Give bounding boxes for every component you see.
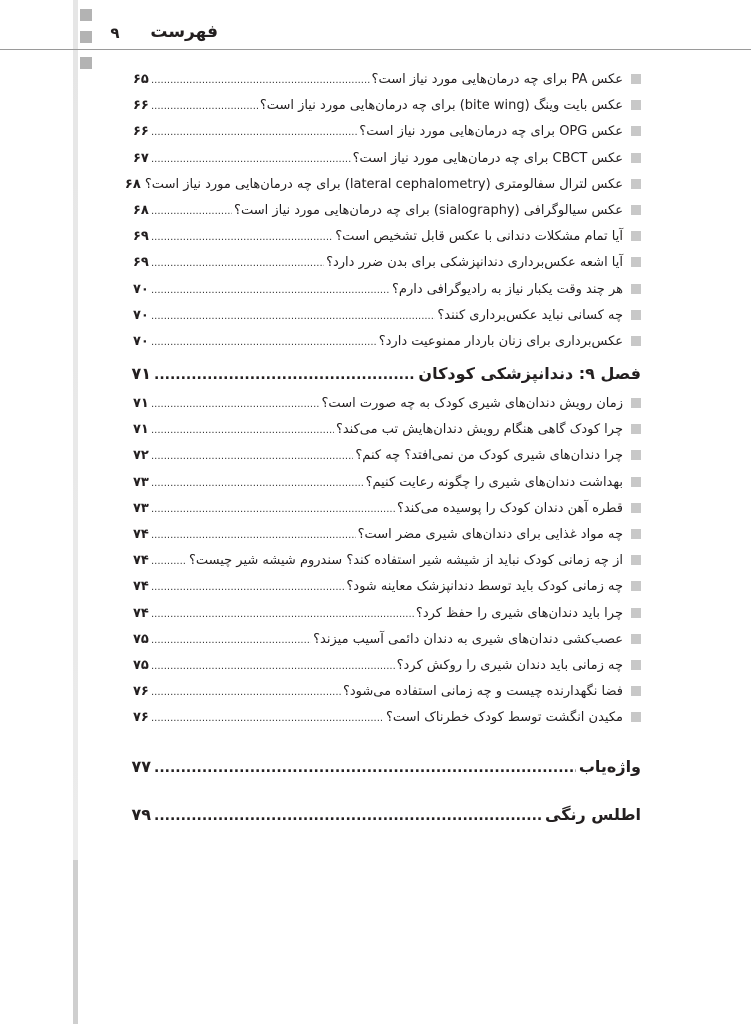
square-bullet-icon [631, 310, 641, 320]
square-bullet-icon [631, 660, 641, 670]
toc-atlas[interactable] [133, 805, 641, 837]
square-bullet-icon [631, 336, 641, 346]
toc-entry-title: عصب‌کشی دندان‌های شیری به دندان دائمی آسیب میزند؟ [313, 631, 623, 647]
square-bullet-icon [631, 100, 641, 110]
running-header-title: فهرست [150, 22, 218, 42]
dot-leader [151, 127, 357, 138]
toc-entry[interactable] [133, 72, 641, 98]
dot-leader [151, 504, 395, 515]
toc-entry[interactable] [133, 448, 641, 474]
header-rule [0, 49, 751, 50]
toc-entry[interactable] [133, 229, 641, 255]
toc-entry-title: قطره آهن دندان کودک را پوسیده می‌کند؟ [396, 500, 623, 516]
dot-leader [154, 760, 576, 776]
toc-entry-page: ۷۰ [133, 281, 149, 297]
toc-entry-page: ۶۸ [124, 176, 141, 192]
toc-entry[interactable] [133, 632, 641, 658]
toc-entry-title: چرا باید دندان‌های شیری را حفظ کرد؟ [415, 605, 623, 621]
dot-leader [151, 206, 232, 217]
chapter-page: ۷۱ [131, 364, 151, 384]
square-bullet-icon [631, 555, 641, 565]
toc-entry-page: ۶۶ [133, 124, 149, 140]
toc-entry-title: عکس بایت وینگ (bite wing) برای چه درمان‌هایی مورد نیاز است؟ [259, 98, 623, 114]
toc-entry-title: عکس OPG برای چه درمان‌هایی مورد نیاز است؟ [359, 124, 623, 140]
toc-entry-page: ۷۰ [133, 307, 149, 323]
toc-entry-title: عکس لترال سفالومتری (lateral cephalometry) برای چه درمان‌هایی مورد نیاز است؟ [144, 176, 623, 192]
toc-entry-title: عکس PA برای چه درمان‌هایی مورد نیاز است؟ [371, 72, 623, 87]
dot-leader [151, 311, 435, 322]
toc-entry-page: ۶۹ [133, 229, 149, 245]
square-bullet-icon [631, 450, 641, 460]
toc-entry-title: بهداشت دندان‌های شیری را چگونه رعایت کنیم؟ [365, 474, 623, 490]
toc-entry-page: ۷۱ [133, 396, 149, 412]
atlas-page: ۷۹ [131, 804, 151, 824]
margin-strip-lower [73, 860, 78, 1024]
dot-leader [151, 609, 414, 620]
square-bullet-icon [631, 153, 641, 163]
dot-leader [151, 635, 311, 646]
dot-leader [151, 556, 187, 567]
atlas-title: اطلس رنگی [545, 804, 641, 824]
dot-leader [151, 101, 258, 112]
toc-entry[interactable] [133, 422, 641, 448]
toc-entry-page: ۶۸ [133, 202, 149, 218]
toc-entry[interactable] [133, 710, 641, 736]
toc-entry[interactable] [133, 282, 641, 308]
toc-entry-title: عکس سیالوگرافی (sialography) برای چه درمان‌هایی مورد نیاز است؟ [234, 202, 623, 218]
dot-leader [151, 425, 334, 436]
toc-entry-page: ۷۰ [133, 333, 149, 349]
square-bullet-icon [631, 231, 641, 241]
toc-entry[interactable] [133, 98, 641, 124]
toc-entry-page: ۶۵ [133, 72, 149, 87]
dot-leader [151, 232, 333, 243]
toc-entry-page: ۷۴ [133, 579, 149, 595]
toc-entry-title: چه زمانی باید دندان شیری را روکش کرد؟ [396, 657, 623, 673]
toc-entry-title: از چه زمانی کودک نباید از شیشه شیر استفاده کند؟ سندروم شیشه شیر چیست؟ [188, 553, 623, 569]
toc-entry[interactable] [133, 151, 641, 177]
header-square-1 [80, 9, 92, 21]
toc-entry-page: ۷۴ [133, 527, 149, 542]
toc-entry-title: آیا اشعه عکس‌برداری دندانپزشکی برای بدن ضرر دارد؟ [326, 255, 623, 271]
page-number: ۹ [110, 24, 120, 42]
table-of-contents [124, 72, 641, 837]
square-bullet-icon [631, 608, 641, 618]
toc-entry[interactable] [133, 255, 641, 281]
chapter-title: فصل ۹: دندانپزشکی کودکان [418, 364, 641, 384]
toc-entry-title: چرا کودک گاهی هنگام رویش دندان‌هایش تب می‌کند؟ [335, 422, 623, 438]
square-bullet-icon [631, 712, 641, 722]
toc-glossary[interactable] [133, 757, 641, 789]
toc-entry[interactable] [133, 203, 641, 229]
toc-entry[interactable] [133, 658, 641, 684]
toc-entry-page: ۷۲ [133, 448, 149, 464]
toc-entry-title: فضا نگهدارنده چیست و چه زمانی استفاده می‌شود؟ [342, 684, 623, 700]
square-bullet-icon [631, 284, 641, 294]
dot-leader [151, 75, 370, 86]
dot-leader [151, 478, 364, 489]
toc-entry-page: ۷۵ [133, 631, 149, 647]
toc-entry-page: ۷۱ [133, 422, 149, 438]
glossary-page: ۷۷ [131, 756, 151, 776]
dot-leader [151, 661, 395, 672]
toc-entry[interactable] [133, 527, 641, 553]
toc-entry-page: ۶۷ [133, 150, 149, 166]
header-square-2 [80, 31, 92, 43]
toc-entry-title: چه مواد غذایی برای دندان‌های شیری مضر است؟ [357, 527, 623, 542]
dot-leader [151, 451, 353, 462]
dot-leader [151, 399, 320, 410]
square-bullet-icon [631, 205, 641, 215]
square-bullet-icon [631, 424, 641, 434]
square-bullet-icon [631, 529, 641, 539]
toc-entry-page: ۷۳ [133, 500, 149, 516]
toc-entry[interactable] [133, 334, 641, 360]
toc-entry[interactable] [133, 396, 641, 422]
toc-entry-page: ۷۳ [133, 474, 149, 490]
toc-entry-title: مکیدن انگشت توسط کودک خطرناک است؟ [385, 710, 623, 726]
toc-entry[interactable] [124, 176, 641, 203]
toc-entry-title: هر چند وقت یکبار نیاز به رادیوگرافی دارم؟ [392, 281, 623, 297]
dot-leader [151, 582, 344, 593]
toc-entry-title: زمان رویش دندان‌های شیری کودک به چه صورت است؟ [321, 396, 623, 412]
toc-entry[interactable] [133, 606, 641, 632]
toc-entry[interactable] [133, 684, 641, 710]
square-bullet-icon [631, 179, 641, 189]
square-bullet-icon [631, 634, 641, 644]
toc-entry[interactable] [133, 553, 641, 579]
toc-entry[interactable] [133, 475, 641, 501]
toc-entry-page: ۶۹ [133, 255, 149, 271]
square-bullet-icon [631, 581, 641, 591]
toc-entry[interactable] [133, 501, 641, 527]
dot-leader [151, 285, 390, 296]
toc-entry-page: ۷۶ [133, 710, 149, 726]
square-bullet-icon [631, 74, 641, 84]
dot-leader [151, 687, 341, 698]
toc-entry[interactable] [133, 579, 641, 605]
header-square-3 [80, 57, 92, 69]
toc-entry-page: ۷۴ [133, 605, 149, 621]
square-bullet-icon [631, 503, 641, 513]
dot-leader [154, 808, 542, 824]
square-bullet-icon [631, 686, 641, 696]
toc-entry[interactable] [133, 308, 641, 334]
toc-entry[interactable] [133, 124, 641, 150]
toc-chapter-9[interactable] [133, 364, 641, 396]
toc-entry-page: ۷۵ [133, 657, 149, 673]
dot-leader [151, 154, 351, 165]
toc-entry-page: ۷۶ [133, 684, 149, 700]
square-bullet-icon [631, 126, 641, 136]
toc-entry-page: ۷۴ [133, 553, 149, 569]
dot-leader [151, 258, 324, 269]
glossary-title: واژه‌یاب [578, 756, 641, 776]
dot-leader [151, 713, 384, 724]
dot-leader [151, 530, 356, 541]
dot-leader [151, 337, 377, 348]
toc-entry-title: عکس CBCT برای چه درمان‌هایی مورد نیاز است؟ [352, 150, 623, 166]
square-bullet-icon [631, 257, 641, 267]
square-bullet-icon [631, 398, 641, 408]
toc-entry-title: چرا دندان‌های شیری کودک من نمی‌افتد؟ چه کنم؟ [355, 448, 623, 464]
dot-leader [154, 367, 415, 383]
toc-group-pediatric [133, 396, 641, 736]
toc-group-radiography [124, 72, 641, 360]
toc-entry-title: چه کسانی نباید عکس‌برداری کنند؟ [437, 307, 623, 323]
toc-entry-title: چه زمانی کودک باید توسط دندانپزشک معاینه شود؟ [346, 579, 623, 595]
toc-entry-title: آیا تمام مشکلات دندانی با عکس قابل تشخیص است؟ [335, 229, 623, 245]
square-bullet-icon [631, 477, 641, 487]
toc-entry-page: ۶۶ [133, 98, 149, 114]
toc-entry-title: عکس‌برداری برای زنان باردار ممنوعیت دارد؟ [378, 333, 623, 349]
